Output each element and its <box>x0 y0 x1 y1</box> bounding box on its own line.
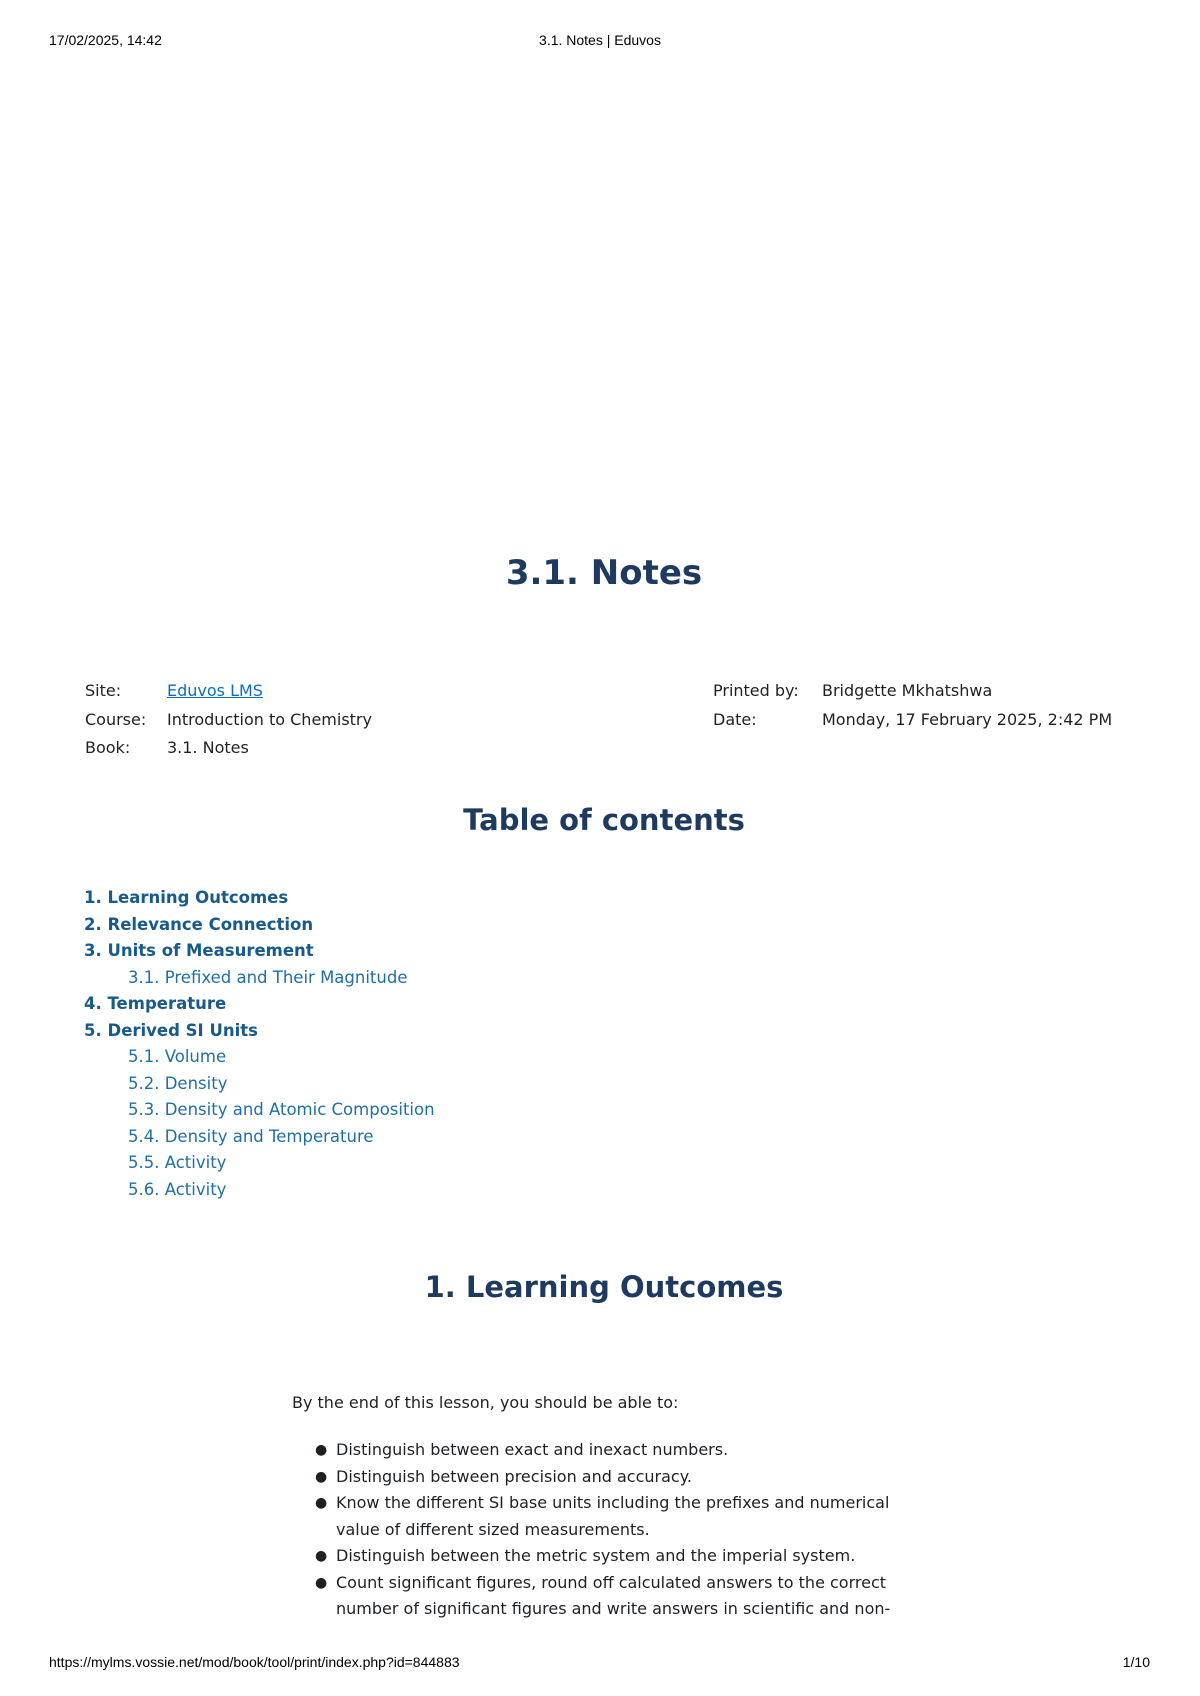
toc-link-units-of-measurement[interactable]: 3. Units of Measurement <box>84 941 314 960</box>
toc-link-density[interactable]: 5.2. Density <box>128 1073 228 1093</box>
book-value: 3.1. Notes <box>167 738 249 757</box>
toc-item <box>84 1124 435 1151</box>
bullet-icon: ● <box>315 1548 328 1564</box>
toc-item <box>84 938 435 965</box>
bullet-icon: ● <box>315 1442 328 1458</box>
site-label: Site: <box>85 681 122 700</box>
print-header-datetime: 17/02/2025, 14:42 <box>49 32 162 48</box>
toc-link-activity-5-6[interactable]: 5.6. Activity <box>128 1179 227 1199</box>
print-footer-url: https://mylms.vossie.net/mod/book/tool/print/index.php?id=844883 <box>49 1654 460 1670</box>
bullet-icon: ● <box>315 1574 328 1591</box>
section-heading: 1. Learning Outcomes <box>424 1270 784 1304</box>
site-link[interactable]: Eduvos LMS <box>167 681 263 700</box>
toc-link-prefixed-magnitude[interactable]: 3.1. Prefixed and Their Magnitude <box>128 967 408 987</box>
bullet-icon: ● <box>315 1495 328 1511</box>
table-of-contents <box>84 885 435 1203</box>
book-info-right <box>713 677 1112 734</box>
printed-by-label: Printed by: <box>713 681 799 700</box>
outcome-text: Count significant figures, round off calculated answers to the correct number of significant figures and write answers in scientific and non- <box>336 1572 891 1618</box>
course-label: Course: <box>85 709 147 729</box>
date-label: Date: <box>713 709 757 729</box>
toc-item <box>84 965 435 992</box>
bullet-icon: ● <box>315 1468 328 1485</box>
toc-item <box>84 885 435 912</box>
toc-item <box>84 1071 435 1098</box>
date-value: Monday, 17 February 2025, 2:42 PM <box>822 709 1113 729</box>
toc-item <box>84 991 435 1018</box>
print-footer-page-number: 1/10 <box>1122 1654 1150 1670</box>
course-value: Introduction to Chemistry <box>167 709 372 729</box>
toc-item <box>84 1177 435 1204</box>
printed-by-row <box>713 677 1112 706</box>
toc-link-relevance-connection[interactable]: 2. Relevance Connection <box>84 914 314 934</box>
toc-link-density-temperature[interactable]: 5.4. Density and Temperature <box>128 1126 374 1146</box>
list-item <box>315 1464 936 1491</box>
toc-heading: Table of contents <box>463 803 745 837</box>
list-item <box>315 1437 936 1464</box>
date-row <box>713 706 1112 735</box>
toc-item <box>84 1044 435 1071</box>
outcomes-intro: By the end of this lesson, you should be able to: <box>292 1393 679 1412</box>
toc-link-derived-si-units[interactable]: 5. Derived SI Units <box>84 1020 258 1040</box>
printed-by-value: Bridgette Mkhatshwa <box>822 681 993 700</box>
book-row <box>85 734 372 763</box>
book-title: 3.1. Notes <box>505 553 703 593</box>
outcome-text: Distinguish between exact and inexact numbers. <box>336 1440 729 1459</box>
list-item <box>315 1570 936 1623</box>
toc-link-learning-outcomes[interactable]: 1. Learning Outcomes <box>84 888 289 907</box>
outcomes-list <box>314 1437 936 1623</box>
toc-link-density-atomic-composition[interactable]: 5.3. Density and Atomic Composition <box>128 1100 435 1119</box>
toc-link-activity-5-5[interactable]: 5.5. Activity <box>128 1153 227 1172</box>
book-label: Book: <box>85 738 131 757</box>
toc-link-volume[interactable]: 5.1. Volume <box>128 1047 227 1066</box>
site-row <box>85 677 372 706</box>
outcome-text: Distinguish between the metric system and the imperial system. <box>336 1546 856 1565</box>
outcome-text: Know the different SI base units including the prefixes and numerical value of different sized measurements. <box>336 1493 890 1539</box>
toc-item <box>84 1018 435 1045</box>
toc-item <box>84 1097 435 1124</box>
list-item <box>315 1490 936 1543</box>
toc-item <box>84 912 435 939</box>
toc-item <box>84 1150 435 1177</box>
list-item <box>315 1543 936 1570</box>
book-info-left <box>85 677 372 763</box>
print-header-page-title: 3.1. Notes | Eduvos <box>539 32 661 48</box>
outcome-text: Distinguish between precision and accuracy. <box>336 1466 692 1486</box>
toc-link-temperature[interactable]: 4. Temperature <box>84 994 227 1013</box>
course-row <box>85 706 372 735</box>
